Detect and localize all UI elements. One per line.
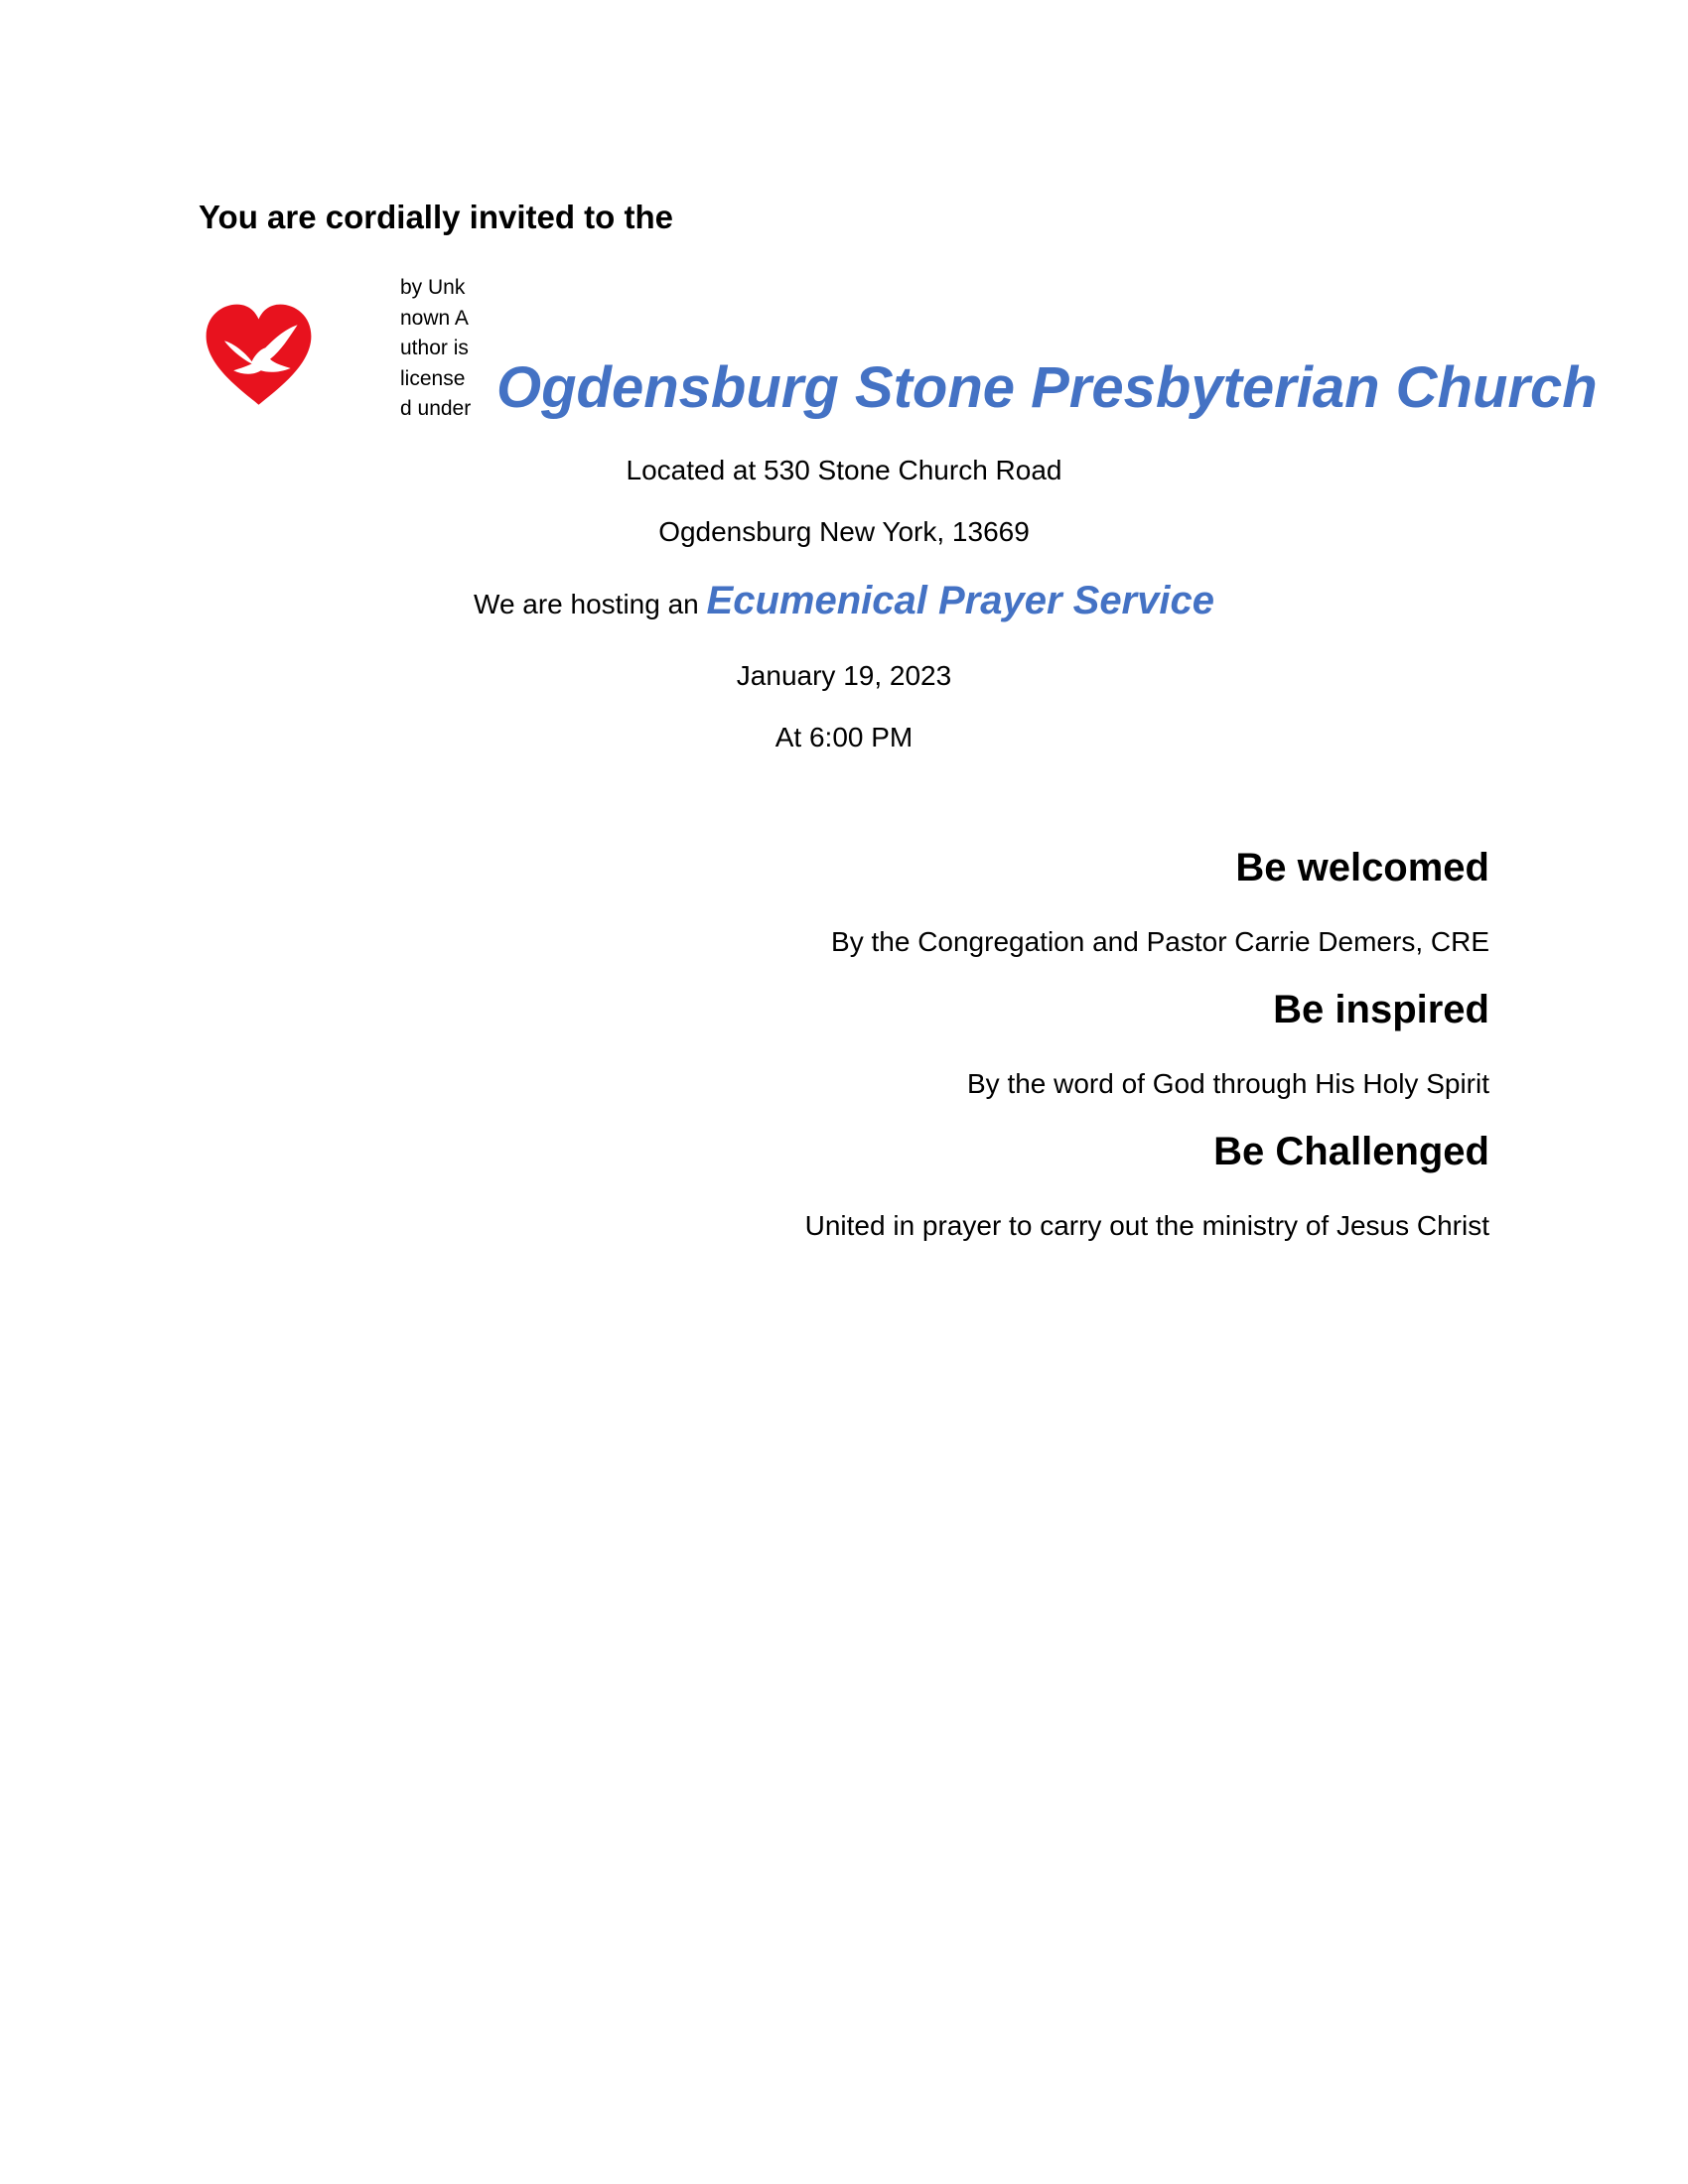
- section-heading-inspired: Be inspired: [1273, 988, 1489, 1031]
- event-date: January 19, 2023: [736, 660, 952, 691]
- section-text-challenged: United in prayer to carry out the ministry of Jesus Christ: [804, 1210, 1489, 1241]
- image-attribution: by Unknown Author is licensed under: [400, 276, 472, 420]
- address-line-2: Ogdensburg New York, 13669: [658, 516, 1030, 547]
- church-name: Ogdensburg Stone Presbyterian Church: [496, 355, 1598, 420]
- section-text-welcomed: By the Congregation and Pastor Carrie Demers, CRE: [831, 926, 1489, 957]
- event-time: At 6:00 PM: [774, 722, 914, 752]
- heart-dove-icon: [202, 300, 316, 414]
- service-name: Ecumenical Prayer Service: [706, 579, 1214, 622]
- hosting-line: [348, 579, 1340, 623]
- hosting-lead: We are hosting an: [474, 589, 707, 619]
- section-heading-welcomed: Be welcomed: [1235, 846, 1489, 889]
- invitation-intro: You are cordially invited to the: [199, 199, 673, 235]
- address-line-1: Located at 530 Stone Church Road: [626, 455, 1062, 485]
- section-text-inspired: By the word of God through His Holy Spirit: [966, 1068, 1489, 1099]
- section-heading-challenged: Be Challenged: [1213, 1130, 1489, 1173]
